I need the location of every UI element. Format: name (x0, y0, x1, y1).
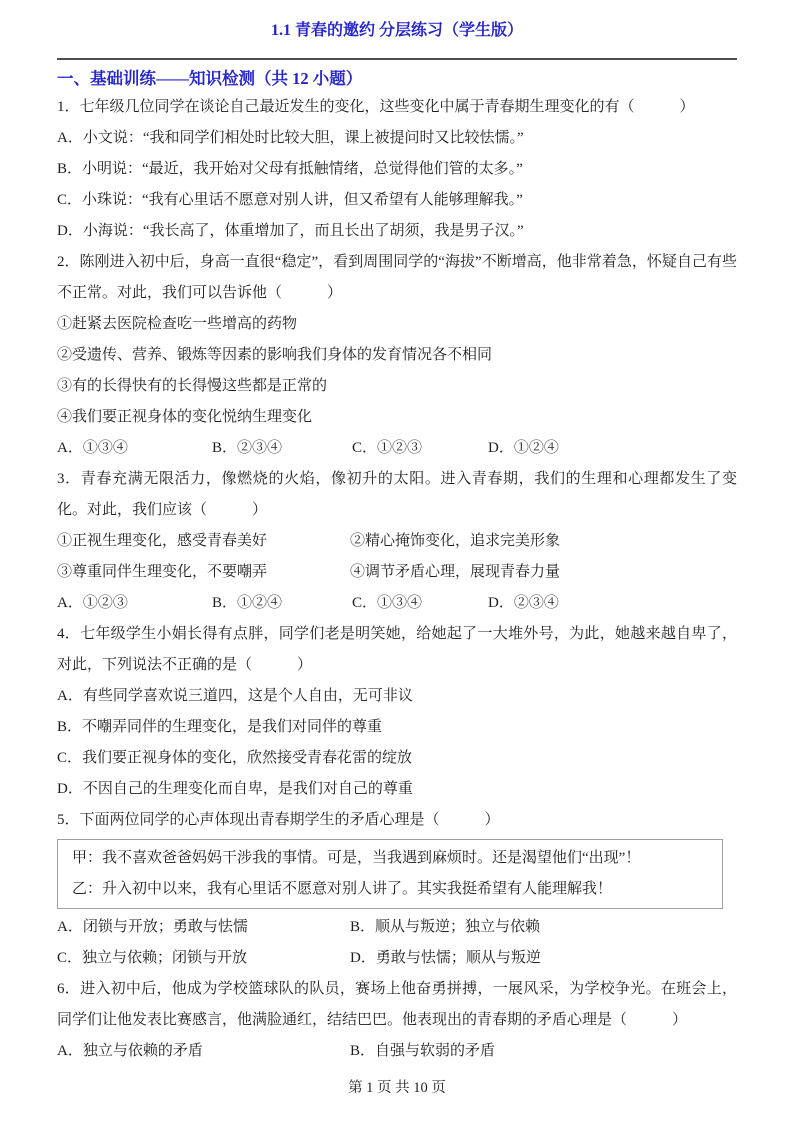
question-5-answer-row-1 (57, 912, 737, 943)
question-2-statement-2: ②受遗传、营养、锻炼等因素的影响我们身体的发育情况各不相同 (57, 347, 493, 363)
question-3-statement-4: ④调节矛盾心理，展现青春力量 (350, 564, 561, 580)
question-4-option-d: D．不因自己的生理变化而自卑，是我们对自己的尊重 (57, 781, 413, 797)
question-5-answer-row-2 (57, 943, 737, 974)
question-5-dialog-box (57, 839, 723, 909)
question-3-statement-2: ②精心掩饰变化，追求完美形象 (350, 533, 561, 549)
question-3-statement-3: ③尊重同伴生理变化，不要嘲弄 (57, 564, 268, 580)
page-title: 1.1 青春的邀约 分层练习（学生版） (270, 22, 523, 39)
dialog-line-jia: 甲：我不喜欢爸爸妈妈干涉我的事情。可是，当我遇到麻烦时。还是渴望他们“出现”！ (72, 850, 641, 866)
question-3-answer-d: D．②③④ (488, 595, 559, 611)
question-4-option-b: B．不嘲弄同伴的生理变化，是我们对同伴的尊重 (57, 719, 383, 735)
question-3-statement-1: ①正视生理变化，感受青春美好 (57, 533, 268, 549)
question-1-option-c: C．小珠说：“我有心里话不愿意对别人讲，但又希望有人能够理解我。” (57, 192, 523, 208)
question-3-answer-a: A．①②③ (57, 595, 128, 611)
question-2-statement-3: ③有的长得快有的长得慢这些都是正常的 (57, 378, 328, 394)
question-4-option-a: A．有些同学喜欢说三道四，这是个人自由，无可非议 (57, 688, 413, 704)
section-header: 一、基础训练——知识检测（共 12 小题） (57, 69, 363, 88)
question-4-option-c: C．我们要正视身体的变化，欣然接受青春花雷的绽放 (57, 750, 413, 766)
question-1-stem: 1．七年级几位同学在谈论自己最近发生的变化，这些变化中属于青春期生理变化的有（ ） (57, 99, 695, 115)
question-2-statement-4: ④我们要正视身体的变化悦纳生理变化 (57, 409, 313, 425)
question-5-answer-a: A．闭锁与开放；勇敢与怯懦 (57, 919, 248, 935)
question-4-stem: 4．七年级学生小娟长得有点胖，同学们老是明笑她，给她起了一大堆外号，为此，她越来越自卑了，对此，下列说法不正确的是（ ） (57, 626, 737, 673)
question-2-answer-a: A．①③④ (57, 440, 128, 456)
question-3-answer-c: C．①③④ (352, 595, 423, 611)
question-6-answer-row (57, 1036, 737, 1067)
question-1-option-b: B．小明说：“最近，我开始对父母有抵触情绪，总觉得他们管的太多。” (57, 161, 523, 177)
question-5-answer-d: D．勇敢与怯懦；顺从与叛逆 (350, 950, 541, 966)
question-3-answer-b: B．①②④ (212, 595, 283, 611)
question-2-statement-1: ①赶紧去医院检查吃一些增高的药物 (57, 316, 298, 332)
question-1-option-d: D．小海说：“我长高了，体重增加了，而且长出了胡须，我是男子汉。” (57, 223, 524, 239)
question-2-answer-c: C．①②③ (352, 440, 423, 456)
question-6-answer-a: A．独立与依赖的矛盾 (57, 1043, 203, 1059)
dialog-line-yi: 乙：升入初中以来，我有心里话不愿意对别人讲了。其实我挺希望有人能理解我！ (72, 881, 613, 897)
question-2-answer-row (57, 433, 737, 464)
question-5-answer-c: C．独立与依赖；闭锁与开放 (57, 950, 248, 966)
question-3-statement-row-1 (57, 526, 737, 557)
question-3-stem: 3．青春充满无限活力，像燃烧的火焰，像初升的太阳。进入青春期，我们的生理和心理都发生了变化。对此，我们应该（ ） (57, 471, 737, 518)
question-3-statement-row-2 (57, 557, 737, 588)
question-3-answer-row (57, 588, 737, 619)
title-divider (57, 58, 737, 60)
question-2-answer-b: B．②③④ (212, 440, 283, 456)
question-5-stem: 5．下面两位同学的心声体现出青春期学生的矛盾心理是（ ） (57, 812, 500, 828)
question-6-answer-b: B．自强与软弱的矛盾 (350, 1043, 496, 1059)
question-6-stem: 6．进入初中后，他成为学校篮球队的队员，赛场上他奋勇拼搏，一展风采，为学校争光。在班会上，同学们让他发表比赛感言，他满脸通红，结结巴巴。他表现出的青春期的矛盾心理是（ ） (57, 981, 737, 1028)
question-1-option-a: A．小文说：“我和同学们相处时比较大胆，课上被提问时又比较怯懦。” (57, 130, 524, 146)
question-2-answer-d: D．①②④ (488, 440, 559, 456)
page-footer: 第 1 页 共 10 页 (348, 1080, 446, 1096)
question-2-stem: 2．陈刚进入初中后，身高一直很“稳定”，看到周围同学的“海拔”不断增高，他非常着急，怀疑自己有些不正常。对此，我们可以告诉他（ ） (57, 254, 737, 301)
question-5-answer-b: B．顺从与叛逆；独立与依赖 (350, 919, 541, 935)
